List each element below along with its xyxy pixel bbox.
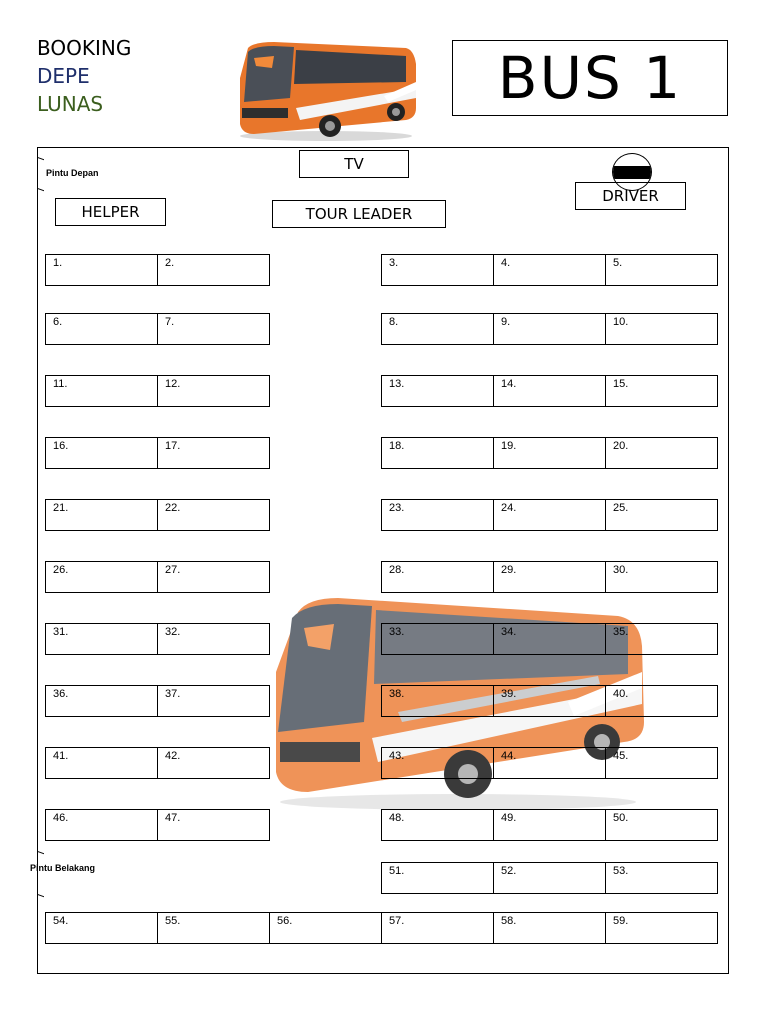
seat-40[interactable]: 40.: [605, 685, 718, 717]
tour-leader-label: TOUR LEADER: [272, 200, 446, 228]
seat-10[interactable]: 10.: [605, 313, 718, 345]
seat-35[interactable]: 35.: [605, 623, 718, 655]
seat-49[interactable]: 49.: [493, 809, 606, 841]
helper-label: HELPER: [55, 198, 166, 226]
seat-38[interactable]: 38.: [381, 685, 494, 717]
seat-11[interactable]: 11.: [45, 375, 158, 407]
legend-depe: DEPE: [37, 64, 90, 88]
tv-label: TV: [299, 150, 409, 178]
seat-39[interactable]: 39.: [493, 685, 606, 717]
seat-42[interactable]: 42.: [157, 747, 270, 779]
seat-27[interactable]: 27.: [157, 561, 270, 593]
seat-28[interactable]: 28.: [381, 561, 494, 593]
seat-21[interactable]: 21.: [45, 499, 158, 531]
seat-58[interactable]: 58.: [493, 912, 606, 944]
seat-54[interactable]: 54.: [45, 912, 158, 944]
seat-13[interactable]: 13.: [381, 375, 494, 407]
seat-47[interactable]: 47.: [157, 809, 270, 841]
seat-16[interactable]: 16.: [45, 437, 158, 469]
seat-1[interactable]: 1.: [45, 254, 158, 286]
seat-36[interactable]: 36.: [45, 685, 158, 717]
seat-37[interactable]: 37.: [157, 685, 270, 717]
seat-25[interactable]: 25.: [605, 499, 718, 531]
seat-26[interactable]: 26.: [45, 561, 158, 593]
seat-2[interactable]: 2.: [157, 254, 270, 286]
bus-title: BUS 1: [452, 40, 728, 116]
seat-50[interactable]: 50.: [605, 809, 718, 841]
seat-32[interactable]: 32.: [157, 623, 270, 655]
seat-12[interactable]: 12.: [157, 375, 270, 407]
seat-31[interactable]: 31.: [45, 623, 158, 655]
seat-14[interactable]: 14.: [493, 375, 606, 407]
seat-19[interactable]: 19.: [493, 437, 606, 469]
seat-20[interactable]: 20.: [605, 437, 718, 469]
seat-22[interactable]: 22.: [157, 499, 270, 531]
seat-59[interactable]: 59.: [605, 912, 718, 944]
seat-30[interactable]: 30.: [605, 561, 718, 593]
seat-3[interactable]: 3.: [381, 254, 494, 286]
seat-18[interactable]: 18.: [381, 437, 494, 469]
seat-56[interactable]: 56.: [269, 912, 382, 944]
seat-45[interactable]: 45.: [605, 747, 718, 779]
seat-52[interactable]: 52.: [493, 862, 606, 894]
rear-door-label: Pintu Belakang: [30, 863, 96, 873]
seat-6[interactable]: 6.: [45, 313, 158, 345]
seat-57[interactable]: 57.: [381, 912, 494, 944]
seat-17[interactable]: 17.: [157, 437, 270, 469]
legend-booking: BOOKING: [37, 36, 132, 60]
seat-46[interactable]: 46.: [45, 809, 158, 841]
seat-43[interactable]: 43.: [381, 747, 494, 779]
seat-29[interactable]: 29.: [493, 561, 606, 593]
seat-55[interactable]: 55.: [157, 912, 270, 944]
seat-33[interactable]: 33.: [381, 623, 494, 655]
legend-lunas: LUNAS: [37, 92, 104, 116]
seat-41[interactable]: 41.: [45, 747, 158, 779]
seat-48[interactable]: 48.: [381, 809, 494, 841]
seat-53[interactable]: 53.: [605, 862, 718, 894]
seat-7[interactable]: 7.: [157, 313, 270, 345]
front-door-label: Pintu Depan: [46, 168, 99, 178]
seat-8[interactable]: 8.: [381, 313, 494, 345]
seat-4[interactable]: 4.: [493, 254, 606, 286]
seat-24[interactable]: 24.: [493, 499, 606, 531]
seat-9[interactable]: 9.: [493, 313, 606, 345]
seat-44[interactable]: 44.: [493, 747, 606, 779]
seat-5[interactable]: 5.: [605, 254, 718, 286]
seat-51[interactable]: 51.: [381, 862, 494, 894]
seat-23[interactable]: 23.: [381, 499, 494, 531]
driver-label: DRIVER: [575, 182, 686, 210]
seat-34[interactable]: 34.: [493, 623, 606, 655]
seat-15[interactable]: 15.: [605, 375, 718, 407]
